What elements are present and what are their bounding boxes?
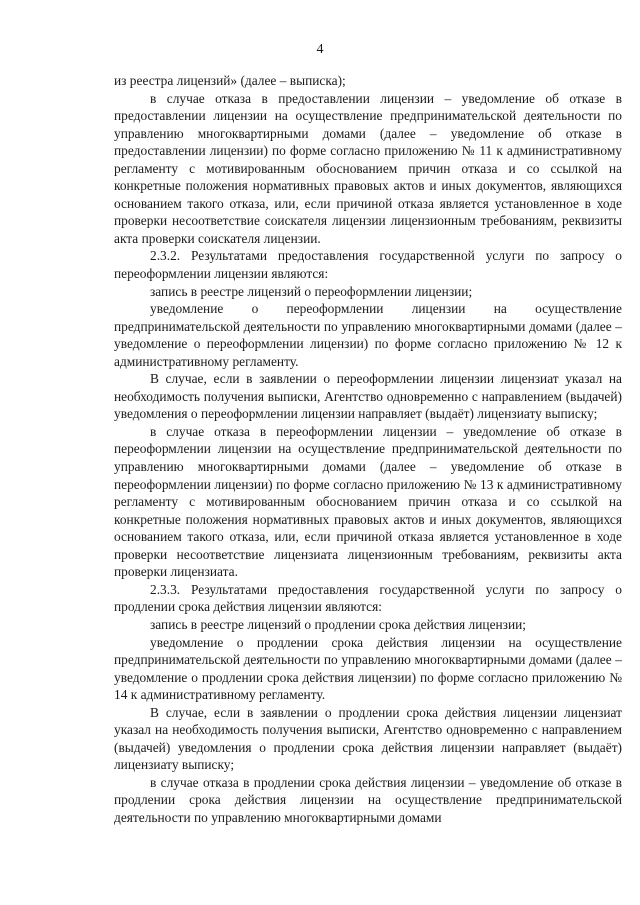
paragraph-4: запись в реестре лицензий о переоформлении лицензии; xyxy=(150,283,473,299)
paragraph-12: в случае отказа в продлении срока действия лицензии – уведомление об отказе в продлении срока действия лицензии на осуществление предпринимательской деятельности по управлению многоквартирными домами xyxy=(114,774,622,825)
paragraph-11: В случае, если в заявлении о продлении срока действия лицензии лицензиат указал на необходимость получения выписки, Агентство одновременно с направлением (выдачей) уведомления о продлении срока действия лицензии направляет (выдаёт) лицензиату выписку; xyxy=(114,704,622,773)
paragraph-5: уведомление о переоформлении лицензии на осуществление предпринимательской деятельности по управлению многоквартирными домами (далее – уведомление о переоформлении лицензии) по форме согласно приложению № 12 к административному регламенту. xyxy=(114,301,622,369)
page-number: 4 xyxy=(316,42,324,57)
paragraph-1: из реестра лицензий» (далее – выписка); xyxy=(114,73,346,88)
paragraph-10: уведомление о продлении срока действия лицензии на осуществление предпринимательской деятельности по управлению многоквартирными домами (далее – уведомление о продлении срока действия лицензии) по форме согласно приложению № 14 к административному регламенту. xyxy=(114,634,622,703)
document-body xyxy=(114,72,622,827)
section-2-3-3-heading: 2.3.3. Результатами предоставления государственной услуги по запросу о продлении срока действия лицензии являются: xyxy=(114,581,622,615)
paragraph-6: В случае, если в заявлении о переоформлении лицензии лицензиат указал на необходимость получения выписки, Агентство одновременно с направлением (выдачей) уведомления о переоформлении лицензии направляет (выдаёт) лицензиату выписку; xyxy=(114,371,622,422)
paragraph-9: запись в реестре лицензий о продлении срока действия лицензии; xyxy=(150,616,527,632)
paragraph-7: в случае отказа в переоформлении лицензии – уведомление об отказе в переоформлении лицензии на осуществление предпринимательской деятельности по управлению многоквартирными домами (далее – уведомление об отказе в переоформлении лицензии) по форме согласно приложению № 13 к административному регламенту с мотивированным обоснованием причин отказа и со ссылкой на конкретные положения нормативных правовых актов и иных документов, являющихся основанием такого отказа, или, если причиной отказа является установленное в ходе проверки несоответствие лицензиата лицензионным требованиям, реквизиты акта проверки лицензиата. xyxy=(114,423,622,580)
section-2-3-2-heading: 2.3.2. Результатами предоставления государственной услуги по запросу о переоформлении лицензии являются: xyxy=(114,248,622,282)
paragraph-2: в случае отказа в предоставлении лицензии – уведомление об отказе в предоставлении лицензии на осуществление предпринимательской деятельности по управлению многоквартирными домами (далее – уведомление об отказе в предоставлении лицензии) по форме согласно приложению № 11 к административному регламенту с мотивированным обоснованием причин отказа и со ссылкой на конкретные положения нормативных правовых актов и иных документов, являющихся основанием такого отказа, или, если причиной отказа является установленное в ходе проверки несоответствие соискателя лицензии лицензионным требованиям, реквизиты акта проверки соискателя лицензии. xyxy=(114,90,622,246)
